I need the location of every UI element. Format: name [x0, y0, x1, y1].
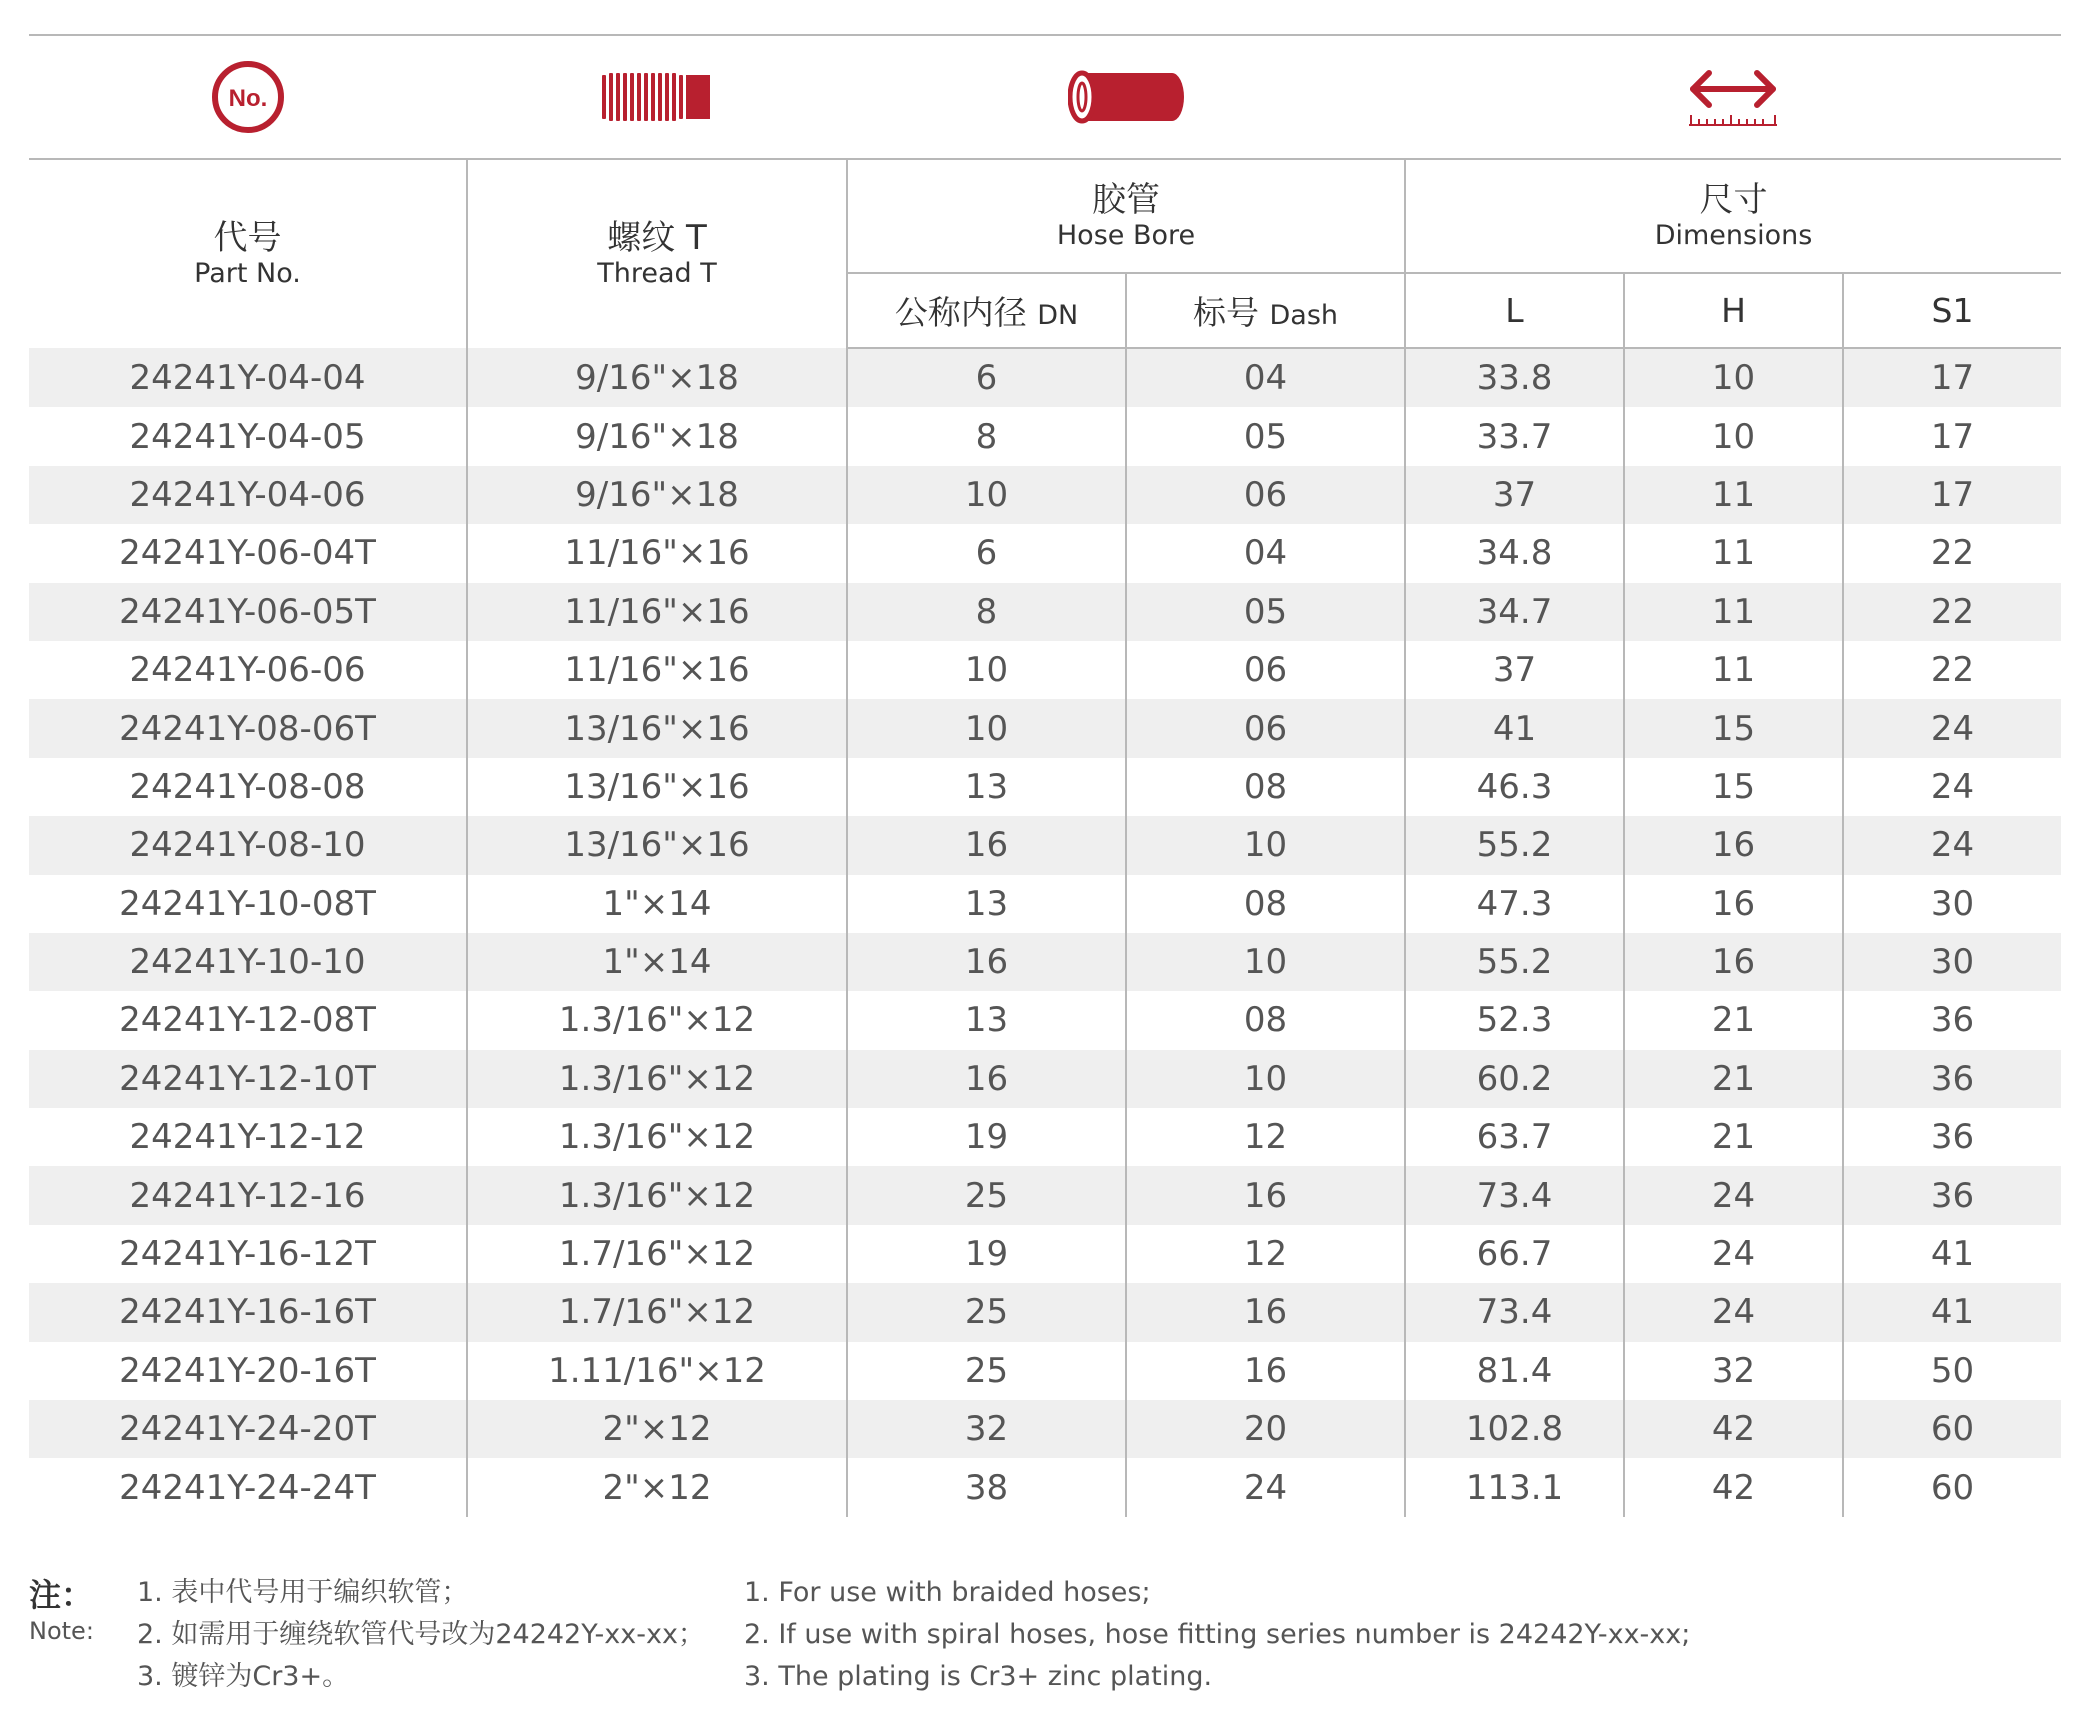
cell-part-no: 24241Y-08-06T [29, 699, 467, 757]
table-row [29, 699, 2061, 757]
col-header-dash [1126, 273, 1405, 348]
table-row [29, 1400, 2061, 1458]
cell-s1: 24 [1843, 816, 2061, 874]
cell-dash: 06 [1126, 699, 1405, 757]
cell-dn: 16 [847, 1050, 1126, 1108]
cell-dn: 10 [847, 466, 1126, 524]
cell-s1: 24 [1930, 766, 1975, 807]
part-no-zh: 代号 [213, 217, 282, 258]
cell-thread: 13/16"×16 [467, 816, 847, 874]
thread-en: Thread T [597, 257, 717, 289]
col-header-h: H [1624, 273, 1843, 348]
cell-dn: 19 [847, 1108, 1126, 1166]
table-row [29, 816, 2061, 874]
cell-h: 32 [1624, 1342, 1843, 1400]
cell-h: 16 [1624, 816, 1843, 874]
cell-h: 24 [1624, 1283, 1843, 1341]
cell-dash: 06 [1126, 641, 1405, 699]
cell-thread: 11/16"×16 [467, 641, 847, 699]
table-row [29, 641, 2061, 699]
cell-dash: 10 [1126, 1050, 1405, 1108]
cell-thread: 1.11/16"×12 [467, 1342, 847, 1400]
cell-thread: 11/16"×16 [467, 583, 847, 641]
cell-s1: 60 [1930, 1467, 1975, 1508]
dash-zh: 标号 [1192, 293, 1259, 332]
cell-l: 41 [1405, 699, 1624, 757]
cell-s1: 30 [1843, 933, 2061, 991]
cell-part-no: 24241Y-12-12 [29, 1108, 467, 1166]
note-en-3: 3. The plating is Cr3+ zinc plating. [744, 1661, 1213, 1692]
cell-dn: 38 [847, 1458, 1126, 1516]
cell-s1: 17 [1843, 466, 2061, 524]
cell-part-no: 24241Y-08-08 [29, 758, 467, 816]
table-row [29, 1225, 2061, 1283]
table-row [29, 407, 2061, 465]
cell-s1: 22 [1843, 583, 2061, 641]
cell-dn: 13 [847, 758, 1126, 816]
cell-s1: 30 [1930, 883, 1975, 924]
cell-part-no: 24241Y-10-08T [29, 875, 467, 933]
cell-dn: 16 [847, 816, 1126, 874]
cell-part-no: 24241Y-06-04T [29, 524, 467, 582]
dimensions-zh: 尺寸 [1699, 179, 1768, 220]
icon-row [29, 37, 2061, 157]
cell-dash: 12 [1126, 1225, 1405, 1283]
note-zh-2: 2. 如需用于缠绕软管代号改为24242Y-xx-xx； [137, 1619, 705, 1650]
col-header-hose-bore [847, 159, 1405, 273]
cell-dash: 16 [1126, 1166, 1405, 1224]
cell-part-no: 24241Y-04-06 [29, 466, 467, 524]
note-label [29, 1576, 94, 1648]
table-row [29, 875, 2061, 933]
cell-part-no: 24241Y-06-05T [29, 583, 467, 641]
cell-h: 24 [1624, 1166, 1843, 1224]
cell-dn: 6 [847, 524, 1126, 582]
cell-l: 47.3 [1405, 875, 1624, 933]
cell-l: 63.7 [1405, 1108, 1624, 1166]
cell-part-no: 24241Y-06-06 [29, 641, 467, 699]
cell-h: 10 [1624, 407, 1843, 465]
cell-h: 11 [1624, 583, 1843, 641]
cell-part-no: 24241Y-04-05 [29, 407, 467, 465]
cell-l: 34.8 [1405, 524, 1624, 582]
cell-dash: 04 [1126, 524, 1405, 582]
note-zh-3: 3. 镀锌为Cr3+。 [137, 1661, 350, 1692]
cell-part-no: 24241Y-10-10 [29, 933, 467, 991]
table-row [29, 991, 2061, 1049]
cell-thread: 1.3/16"×12 [467, 991, 847, 1049]
note-label-en: Note: [29, 1617, 94, 1645]
cell-dn: 13 [847, 875, 1126, 933]
note-en-1: 1. For use with braided hoses; [744, 1577, 1151, 1608]
cell-dash: 08 [1126, 875, 1405, 933]
cell-dash: 05 [1126, 407, 1405, 465]
dimension-arrow-icon [1405, 37, 2061, 157]
cell-dash: 20 [1126, 1400, 1405, 1458]
note-en-2: 2. If use with spiral hoses, hose fitting series number is 24242Y-xx-xx; [744, 1619, 1691, 1650]
hose-bore-zh: 胶管 [1092, 179, 1160, 220]
cell-h: 11 [1624, 524, 1843, 582]
cell-dn: 13 [847, 991, 1126, 1049]
col-header-s1: S1 [1843, 273, 2061, 348]
thread-zh: 螺纹 T [607, 217, 707, 258]
dash-en: Dash [1269, 300, 1338, 331]
cell-dn: 10 [847, 641, 1126, 699]
cell-l: 66.7 [1405, 1225, 1624, 1283]
cell-dash: 12 [1126, 1108, 1405, 1166]
col-header-part-no [29, 159, 467, 348]
cell-dn: 10 [847, 699, 1126, 757]
cell-h: 11 [1624, 466, 1843, 524]
cell-dn: 8 [847, 407, 1126, 465]
col-header-l: L [1405, 273, 1624, 348]
table-row [29, 1050, 2061, 1108]
cell-s1: 41 [1843, 1283, 2061, 1341]
cell-l: 113.1 [1405, 1458, 1624, 1516]
table-row [29, 1458, 2061, 1516]
cell-h: 11 [1624, 641, 1843, 699]
cell-l: 60.2 [1405, 1050, 1624, 1108]
cell-s1: 22 [1930, 650, 1975, 691]
cell-dn: 25 [847, 1283, 1126, 1341]
cell-h: 21 [1624, 1108, 1843, 1166]
cell-s1: 24 [1843, 699, 2061, 757]
notes [29, 1562, 2061, 1712]
cell-h: 16 [1624, 875, 1843, 933]
cell-s1: 41 [1930, 1234, 1975, 1275]
cell-dash: 08 [1126, 991, 1405, 1049]
col-header-dn [847, 273, 1126, 348]
table-row [29, 1108, 2061, 1166]
part-no-en: Part No. [194, 257, 301, 289]
cell-l: 73.4 [1405, 1283, 1624, 1341]
cell-s1: 50 [1930, 1350, 1975, 1391]
cell-dn: 6 [847, 348, 1126, 407]
cell-s1: 36 [1930, 1117, 1975, 1158]
col-header-dimensions [1405, 159, 2061, 273]
hose-bore-en: Hose Bore [1056, 219, 1196, 251]
table-row [29, 524, 2061, 582]
col-header-thread [467, 159, 847, 348]
cell-thread: 1.7/16"×12 [467, 1225, 847, 1283]
cell-part-no: 24241Y-16-12T [29, 1225, 467, 1283]
cell-part-no: 24241Y-12-16 [29, 1166, 467, 1224]
notes-en [744, 1572, 1690, 1698]
cell-dash: 10 [1126, 933, 1405, 991]
cell-part-no: 24241Y-16-16T [29, 1283, 467, 1341]
cell-part-no: 24241Y-12-10T [29, 1050, 467, 1108]
cell-thread: 1.3/16"×12 [467, 1050, 847, 1108]
cell-h: 21 [1624, 991, 1843, 1049]
cell-dash: 24 [1126, 1458, 1405, 1516]
cell-thread: 1.7/16"×12 [467, 1283, 847, 1341]
cell-part-no: 24241Y-08-10 [29, 816, 467, 874]
table-row [29, 348, 2061, 407]
cell-thread: 9/16"×18 [467, 466, 847, 524]
cell-l: 73.4 [1405, 1166, 1624, 1224]
cell-l: 52.3 [1405, 991, 1624, 1049]
table-row [29, 933, 2061, 991]
cell-l: 102.8 [1405, 1400, 1624, 1458]
cell-thread: 1"×14 [467, 875, 847, 933]
number-badge-icon [29, 37, 467, 157]
cell-l: 55.2 [1405, 933, 1624, 991]
cell-dash: 10 [1126, 816, 1405, 874]
cell-thread: 11/16"×16 [467, 524, 847, 582]
table-body [29, 348, 2061, 1517]
cell-dn: 32 [847, 1400, 1126, 1458]
cell-dash: 04 [1126, 348, 1405, 407]
table-row [29, 758, 2061, 816]
cell-dn: 25 [847, 1166, 1126, 1224]
table-row [29, 466, 2061, 524]
cell-h: 10 [1624, 348, 1843, 407]
note-zh-1: 1. 表中代号用于编织软管； [137, 1577, 469, 1608]
cell-s1: 36 [1843, 1050, 2061, 1108]
cell-part-no: 24241Y-24-20T [29, 1400, 467, 1458]
cell-dn: 25 [847, 1342, 1126, 1400]
cell-part-no: 24241Y-20-16T [29, 1342, 467, 1400]
cell-l: 37 [1405, 466, 1624, 524]
cell-h: 15 [1624, 758, 1843, 816]
cell-l: 33.8 [1405, 348, 1624, 407]
cell-thread: 1.3/16"×12 [467, 1166, 847, 1224]
cell-part-no: 24241Y-04-04 [29, 348, 467, 407]
cell-l: 33.7 [1405, 407, 1624, 465]
cell-h: 42 [1624, 1400, 1843, 1458]
dn-zh: 公称内径 [894, 293, 1027, 332]
cell-dash: 16 [1126, 1342, 1405, 1400]
number-badge-text: No. [228, 85, 268, 112]
dimensions-en: Dimensions [1654, 219, 1813, 251]
cell-thread: 9/16"×18 [467, 348, 847, 407]
table-row [29, 1342, 2061, 1400]
cell-thread: 13/16"×16 [467, 699, 847, 757]
cell-thread: 1.3/16"×12 [467, 1108, 847, 1166]
dn-en: DN [1037, 300, 1079, 331]
cell-dash: 06 [1126, 466, 1405, 524]
cell-l: 46.3 [1405, 758, 1624, 816]
cell-s1: 36 [1843, 1166, 2061, 1224]
spec-table [29, 159, 2061, 1517]
cell-s1: 17 [1930, 416, 1975, 457]
cell-part-no: 24241Y-12-08T [29, 991, 467, 1049]
cell-dash: 16 [1126, 1283, 1405, 1341]
table-row [29, 583, 2061, 641]
note-label-zh: 注： [29, 1576, 94, 1614]
cell-dn: 16 [847, 933, 1126, 991]
hose-icon [847, 37, 1405, 157]
cell-thread: 2"×12 [467, 1458, 847, 1516]
cell-thread: 2"×12 [467, 1400, 847, 1458]
cell-h: 42 [1624, 1458, 1843, 1516]
cell-dn: 8 [847, 583, 1126, 641]
cell-part-no: 24241Y-24-24T [29, 1458, 467, 1516]
cell-s1: 36 [1930, 1000, 1975, 1041]
top-rule [29, 34, 2061, 36]
cell-thread: 13/16"×16 [467, 758, 847, 816]
cell-s1: 60 [1843, 1400, 2061, 1458]
cell-thread: 1"×14 [467, 933, 847, 991]
cell-dash: 08 [1126, 758, 1405, 816]
cell-l: 81.4 [1405, 1342, 1624, 1400]
cell-l: 37 [1405, 641, 1624, 699]
thread-icon [467, 37, 847, 157]
cell-h: 16 [1624, 933, 1843, 991]
cell-s1: 17 [1843, 348, 2061, 407]
cell-h: 21 [1624, 1050, 1843, 1108]
cell-l: 55.2 [1405, 816, 1624, 874]
table-row [29, 1283, 2061, 1341]
notes-zh [137, 1572, 705, 1698]
cell-l: 34.7 [1405, 583, 1624, 641]
cell-h: 15 [1624, 699, 1843, 757]
cell-dn: 19 [847, 1225, 1126, 1283]
cell-s1: 22 [1930, 533, 1975, 574]
cell-dash: 05 [1126, 583, 1405, 641]
cell-thread: 9/16"×18 [467, 407, 847, 465]
table-row [29, 1166, 2061, 1224]
cell-h: 24 [1624, 1225, 1843, 1283]
